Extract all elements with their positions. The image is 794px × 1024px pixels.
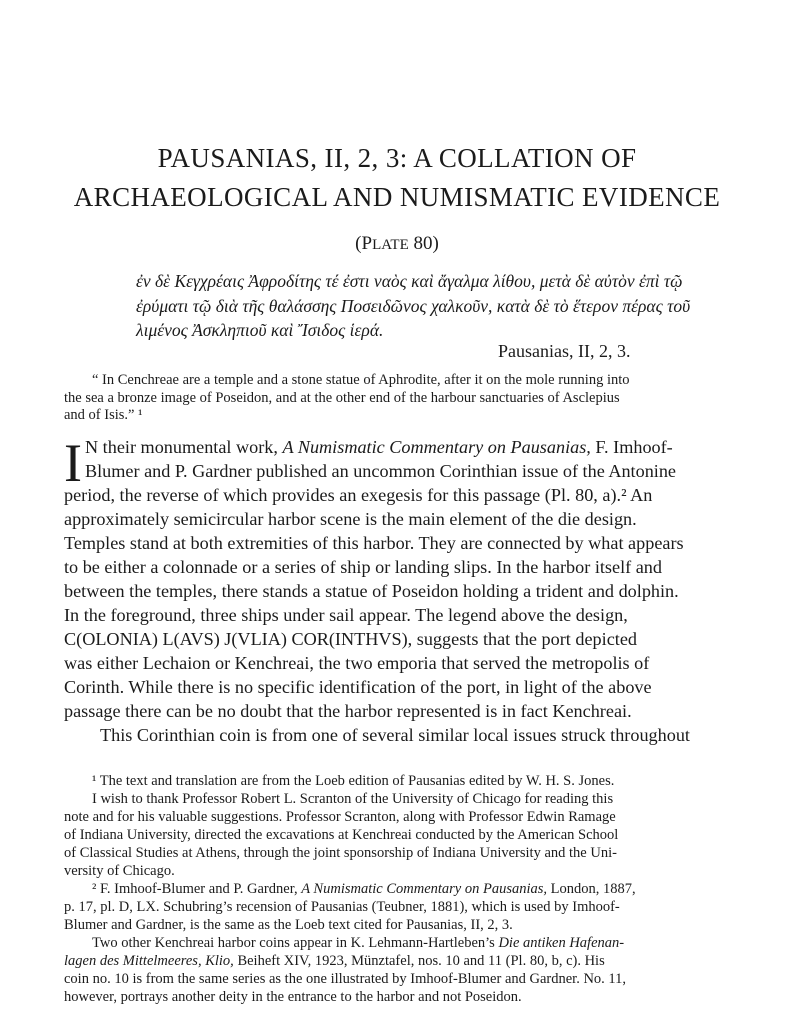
translation-line-2: the sea a bronze image of Poseidon, and at the other end of the harbour sanctuaries of Asclepius	[64, 389, 620, 406]
body-line-1a: N their monumental work,	[85, 437, 283, 457]
body-line-5: Temples stand at both extremities of this harbor. They are connected by what appears	[64, 533, 684, 553]
footnote-2-e: Beiheft XIV, 1923, Münztafel, nos. 10 and 11 (Pl. 80, b, c). His	[233, 953, 605, 969]
body-line-10: was either Lechaion or Kenchreai, the two emporia that served the metropolis of	[64, 653, 650, 673]
plate-rest: 80)	[408, 233, 439, 254]
footnote-2-line-5	[64, 953, 605, 970]
footnote-2-line-2: p. 17, pl. D, LX. Schubring’s recension of Pausanias (Teubner, 1881), which is used by Imhoof-	[64, 899, 620, 915]
body-line-7: between the temples, there stands a statue of Poseidon holding a trident and dolphin.	[64, 581, 679, 601]
body-line-6: to be either a colonnade or a series of ship or landing slips. In the harbor itself and	[64, 557, 662, 577]
title-line-1: PAUSANIAS, II, 2, 3: A COLLATION OF	[157, 143, 637, 173]
footnote-2-book-title: A Numismatic Commentary on Pausanias,	[301, 881, 548, 897]
greek-line-2: ἐρύματι τῷ διὰ τῆς θαλάσσης Ποσειδῶνος χαλκοῦν, κατὰ δὲ τὸ ἕτερον πέρας τοῦ	[136, 296, 691, 316]
footnote-1-line-4: of Indiana University, directed the excavations at Kenchreai conducted by the American School	[64, 827, 619, 843]
footnote-2-work-title-cont: lagen des Mittelmeeres, Klio,	[64, 953, 234, 969]
body-line-8: In the foreground, three ships under sail appear. The legend above the design,	[64, 605, 628, 625]
translation-line-3: and of Isis.” ¹	[64, 407, 143, 423]
epigraph-citation: Pausanias, II, 2, 3.	[498, 341, 631, 361]
body-line-9: C(OLONIA) L(AVS) J(VLIA) COR(INTHVS), suggests that the port depicted	[64, 629, 637, 649]
footnote-2-line-6: coin no. 10 is from the same series as the one illustrated by Imhoof-Blumer and Gardner. No. 11,	[64, 971, 627, 987]
footnote-2-line-3: Blumer and Gardner, is the same as the Loeb text cited for Pausanias, II, 2, 3.	[64, 917, 513, 933]
body-line-12: passage there can be no doubt that the harbor represented is in fact Kenchreai.	[64, 701, 632, 721]
body-line-1c: F. Imhoof-	[590, 437, 673, 457]
drop-cap: I	[64, 433, 82, 493]
footnote-2-d: Two other Kenchreai harbor coins appear in K. Lehmann-Hartleben’s	[92, 935, 499, 951]
translation	[64, 372, 754, 425]
body-line-2: Blumer and P. Gardner published an uncommon Corinthian issue of the Antonine	[85, 461, 677, 481]
body-line-11: Corinth. While there is no specific identification of the port, in light of the above	[64, 677, 652, 697]
title-line-2: ARCHAEOLOGICAL AND NUMISMATIC EVIDENCE	[73, 182, 721, 212]
body-line-3: period, the reverse of which provides an exegesis for this passage (Pl. 80, a).² An	[64, 485, 653, 505]
book-title: A Numismatic Commentary on Pausanias,	[282, 437, 591, 457]
footnote-2-line-7: however, portrays another deity in the entrance to the harbor and not Poseidon.	[64, 989, 522, 1005]
footnote-2	[92, 881, 636, 898]
footnote-2-a: ² F. Imhoof-Blumer and P. Gardner,	[92, 881, 302, 897]
body-line-1	[85, 437, 673, 458]
plate-smallcaps: LATE	[372, 237, 409, 253]
greek-line-1: ἐν δὲ Κεγχρέαις Ἀφροδίτης τέ ἐστι ναὸς καὶ ἄγαλμα λίθου, μετὰ δὲ αὐτὸν ἐπὶ τῷ	[136, 271, 683, 291]
footnote-1-line-6: versity of Chicago.	[64, 863, 175, 879]
footnote-1: ¹ The text and translation are from the Loeb edition of Pausanias edited by W. H. S. Jones.	[92, 773, 615, 789]
footnote-1-line-5: of Classical Studies at Athens, through the joint sponsorship of Indiana University and the Uni-	[64, 845, 617, 861]
body-line-4: approximately semicircular harbor scene is the main element of the die design.	[64, 509, 637, 529]
body-line-13: This Corinthian coin is from one of several similar local issues struck throughout	[100, 725, 690, 745]
footnote-2-line-4	[92, 935, 624, 952]
greek-line-3: λιμένος Ἀσκληπιοῦ καὶ Ἴσιδος ἱερά.	[136, 320, 384, 340]
footnote-1-line-3: note and for his valuable suggestions. Professor Scranton, along with Professor Edwin Ramage	[64, 809, 616, 825]
plate-open: (P	[355, 233, 373, 254]
footnote-2-c: London, 1887,	[547, 881, 636, 897]
footnote-2-work-title: Die antiken Hafenan-	[498, 935, 625, 951]
translation-line-1: “ In Cenchreae are a temple and a stone statue of Aphrodite, after it on the mole running into	[92, 372, 630, 388]
footnote-1-line-2: I wish to thank Professor Robert L. Scranton of the University of Chicago for reading this	[92, 791, 614, 807]
plate-reference	[0, 233, 794, 255]
